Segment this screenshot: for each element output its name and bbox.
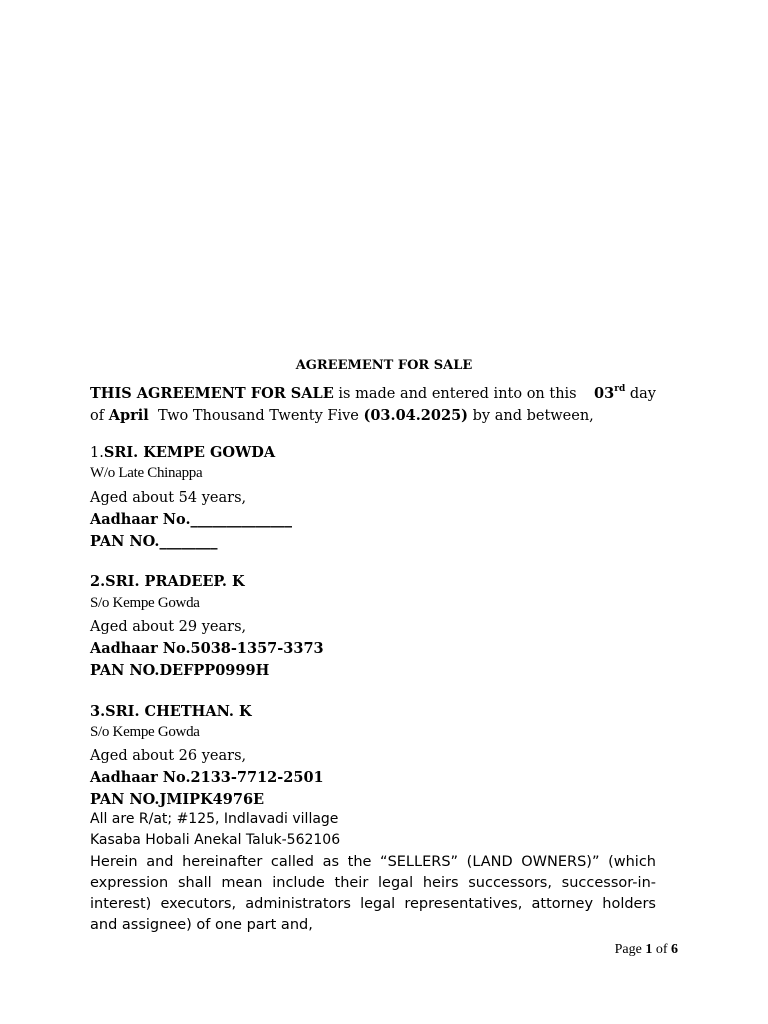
seller-3-heading: 3.SRI. CHETHAN. K: [90, 703, 252, 720]
page-current: 1: [645, 942, 653, 957]
intro-text-4: Two Thousand Twenty Five: [148, 408, 364, 424]
seller-1-pan: PAN NO.________: [90, 533, 218, 550]
intro-text-3: of: [90, 408, 109, 424]
intro-month: April: [108, 407, 149, 424]
seller-3-pan: PAN NO.JMIPK4976E: [90, 791, 265, 808]
seller-2-heading: 2.SRI. PRADEEP. K: [90, 573, 245, 590]
seller-2-relation: S/o Kempe Gowda: [90, 595, 200, 611]
seller-1-number: 1.: [90, 445, 104, 461]
of-label: of: [652, 942, 671, 957]
seller-2-age: Aged about 29 years,: [90, 619, 247, 635]
seller-3-age: Aged about 26 years,: [90, 748, 247, 764]
seller-3-relation: S/o Kempe Gowda: [90, 724, 200, 740]
seller-1-age: Aged about 54 years,: [90, 490, 247, 506]
page-number-footer: [615, 942, 678, 958]
seller-3-aadhaar: Aadhaar No.2133-7712-2501: [90, 769, 324, 786]
seller-1-heading: [90, 444, 275, 461]
page-label: Page: [614, 942, 646, 957]
intro-text-1: is made and entered into on this: [333, 386, 577, 402]
sellers-definition-paragraph: Herein and hereinafter called as the “SELLERS” (LAND OWNERS)” (which expression shall mean include their legal heirs successors, successor-in-interest) executors, administrators legal representatives, attorney holders and assignee) of one part and,: [90, 854, 656, 933]
intro-text-5: by and between,: [468, 408, 594, 424]
seller-1-aadhaar: Aadhaar No.______________: [90, 511, 293, 528]
seller-2-aadhaar: Aadhaar No.5038-1357-3373: [90, 640, 324, 657]
intro-day: 03: [594, 385, 615, 402]
intro-line-2: [90, 405, 656, 427]
seller-1-name: SRI. KEMPE GOWDA: [103, 444, 276, 461]
residence-line-1: All are R/at; #125, Indlavadi village: [90, 811, 339, 827]
seller-2-pan: PAN NO.DEFPP0999H: [90, 662, 270, 679]
document-title: AGREEMENT FOR SALE: [295, 358, 473, 373]
intro-date: (03.04.2025): [363, 407, 469, 424]
page-total: 6: [671, 942, 678, 957]
intro-day-suffix: rd: [614, 384, 626, 394]
residence-line-2: Kasaba Hobali Anekal Taluk-562106: [90, 832, 341, 848]
intro-text-2: day: [625, 386, 656, 402]
intro-line-1: [90, 383, 656, 405]
seller-1-relation: W/o Late Chinappa: [90, 465, 203, 481]
intro-lead: THIS AGREEMENT FOR SALE: [90, 385, 334, 402]
intro-paragraph: [90, 383, 656, 427]
